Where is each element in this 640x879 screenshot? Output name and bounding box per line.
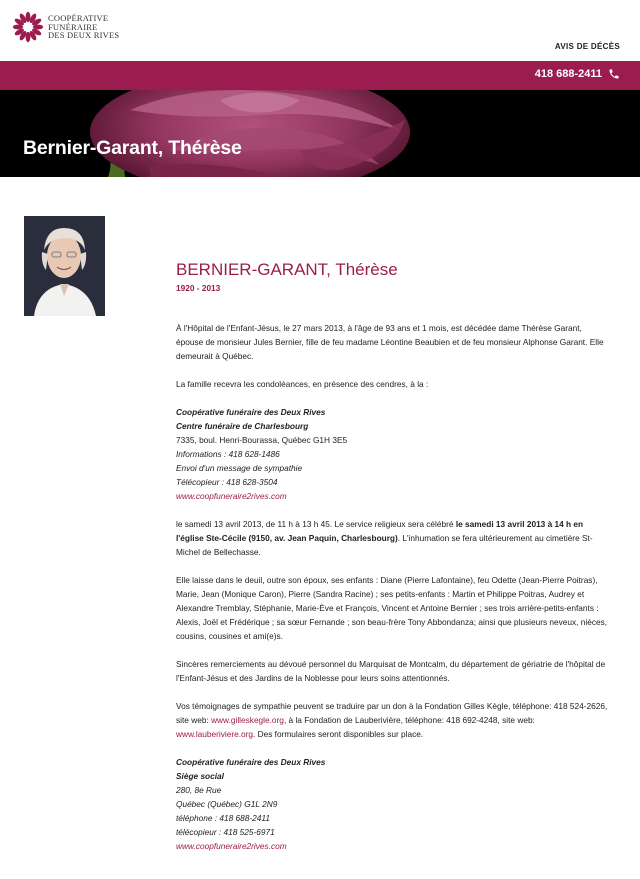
service-text-1: le samedi 13 avril 2013, de 11 h à 13 h 45. Le service religieux sera célébré [176, 519, 456, 529]
logo-sunburst-icon [12, 11, 44, 43]
donations-text-2: , à la Fondation de Lauberivière, téléphone: 418 692-4248, site web: [283, 715, 535, 725]
venue-org: Coopérative funéraire des Deux Rives [176, 407, 326, 417]
phone-number: 418 688-2411 [534, 68, 602, 80]
service-text-bold: le samedi 13 avril 2013 à 14 h en l'église Ste-Cécile (9150, av. Jean Paquin, Charlesbourg) [176, 519, 584, 543]
logo-text [48, 14, 119, 40]
deceased-photo [24, 216, 105, 316]
venue-fax: Télécopieur : 418 628-3504 [176, 477, 278, 487]
logo-line: DES DEUX RIVES [48, 30, 120, 41]
thanks-paragraph: Sincères remerciements au dévoué personnel du Marquisat de Montcalm, du département de gériatrie de l'hôpital de l'Enfant-Jésus et des Jardins de la Noblesse pour leurs soins attentionnés. [176, 659, 606, 683]
venue-website-link[interactable]: www.coopfuneraire2rives.com [176, 491, 287, 501]
phone-icon [608, 68, 620, 80]
venue-address: 7335, boul. Henri-Bourassa, Québec G1H 3E5 [176, 435, 348, 445]
logo-line: COOPÉRATIVE [48, 13, 109, 24]
footer-hq: Siège social [176, 771, 224, 781]
phone-bar [0, 61, 640, 90]
top-bar [0, 0, 640, 61]
deceased-name: BERNIER-GARANT, Thérèse [176, 260, 398, 279]
lauberiviere-link[interactable]: www.lauberiviere.org [176, 729, 254, 739]
gilleskegle-link[interactable]: www.gilleskegle.org [211, 715, 284, 725]
footer-website-link[interactable]: www.coopfuneraire2rives.com [176, 841, 287, 851]
sympathy-message-link[interactable]: Envoi d'un message de sympathie [176, 463, 303, 473]
footer-street: 280, 8e Rue [176, 785, 222, 795]
footer-fax: télécopieur : 418 525-6971 [176, 827, 275, 837]
donations-text-1: Vos témoignages de sympathie peuvent se traduire par un don à la Fondation Gilles Kègle, téléphone: 418 524-2626, site web: [176, 701, 608, 725]
page-title: Bernier-Garant, Thérèse [23, 137, 242, 159]
hero-banner [0, 90, 640, 177]
phone-link[interactable] [535, 68, 620, 80]
logo-line: FUNÉRAIRE [48, 21, 98, 32]
family-paragraph: Elle laisse dans le deuil, outre son époux, ses enfants : Diane (Pierre Lafontaine), feu Odette (Jean-Pierre Poitras), Marie, Jean (Monique Caron), Pierre (Sandra Racine) ; ses petits-enfants : Martin et Philippe Poitras, Audrey et Alexandre Tremblay, Stéphanie, Marie-Ève et François, Vincent et Antoine Bernier ; ses trois arrière-petits-enfants : Alexis, Joël et Frédérique ; sa sœur Fernande ; son beau-frère Tony Abbondanza; ainsi que plusieurs neveux, nièces, cousins, cousines et ami(e)s. [176, 575, 608, 641]
venue-block [176, 405, 608, 503]
obituary-content [176, 258, 608, 853]
rose-image [0, 90, 640, 177]
footer-block [176, 755, 608, 853]
nav-avis-de-deces[interactable]: AVIS DE DÉCÈS [554, 42, 620, 51]
obituary-intro: À l'Hôpital de l'Enfant-Jésus, le 27 mars 2013, à l'âge de 93 ans et 1 mois, est décédée dame Thérèse Garant, épouse de monsieur Jules Bernier, fille de feu madame Léontine Beaubien et de feu monsieur Alphonse Garant. Elle demeurait à Québec. [176, 323, 604, 361]
footer-org: Coopérative funéraire des Deux Rives [176, 757, 326, 767]
site-logo[interactable] [12, 11, 119, 43]
deceased-dates: 1920 - 2013 [176, 283, 221, 293]
venue-info: Informations : 418 628-1486 [176, 449, 280, 459]
service-text-2: . L'inhumation se fera ultérieurement au cimetière St-Michel de Bellechasse. [176, 533, 593, 557]
venue-centre: Centre funéraire de Charlesbourg [176, 421, 309, 431]
footer-city: Québec (Québec) G1L 2N9 [176, 799, 278, 809]
service-info [176, 517, 608, 559]
donations-text-3: . Des formulaires seront disponibles sur place. [253, 729, 424, 739]
donations-paragraph [176, 699, 608, 741]
condolences-intro: La famille recevra les condoléances, en présence des cendres, à la : [176, 379, 429, 389]
footer-phone: téléphone : 418 688-2411 [176, 813, 270, 823]
